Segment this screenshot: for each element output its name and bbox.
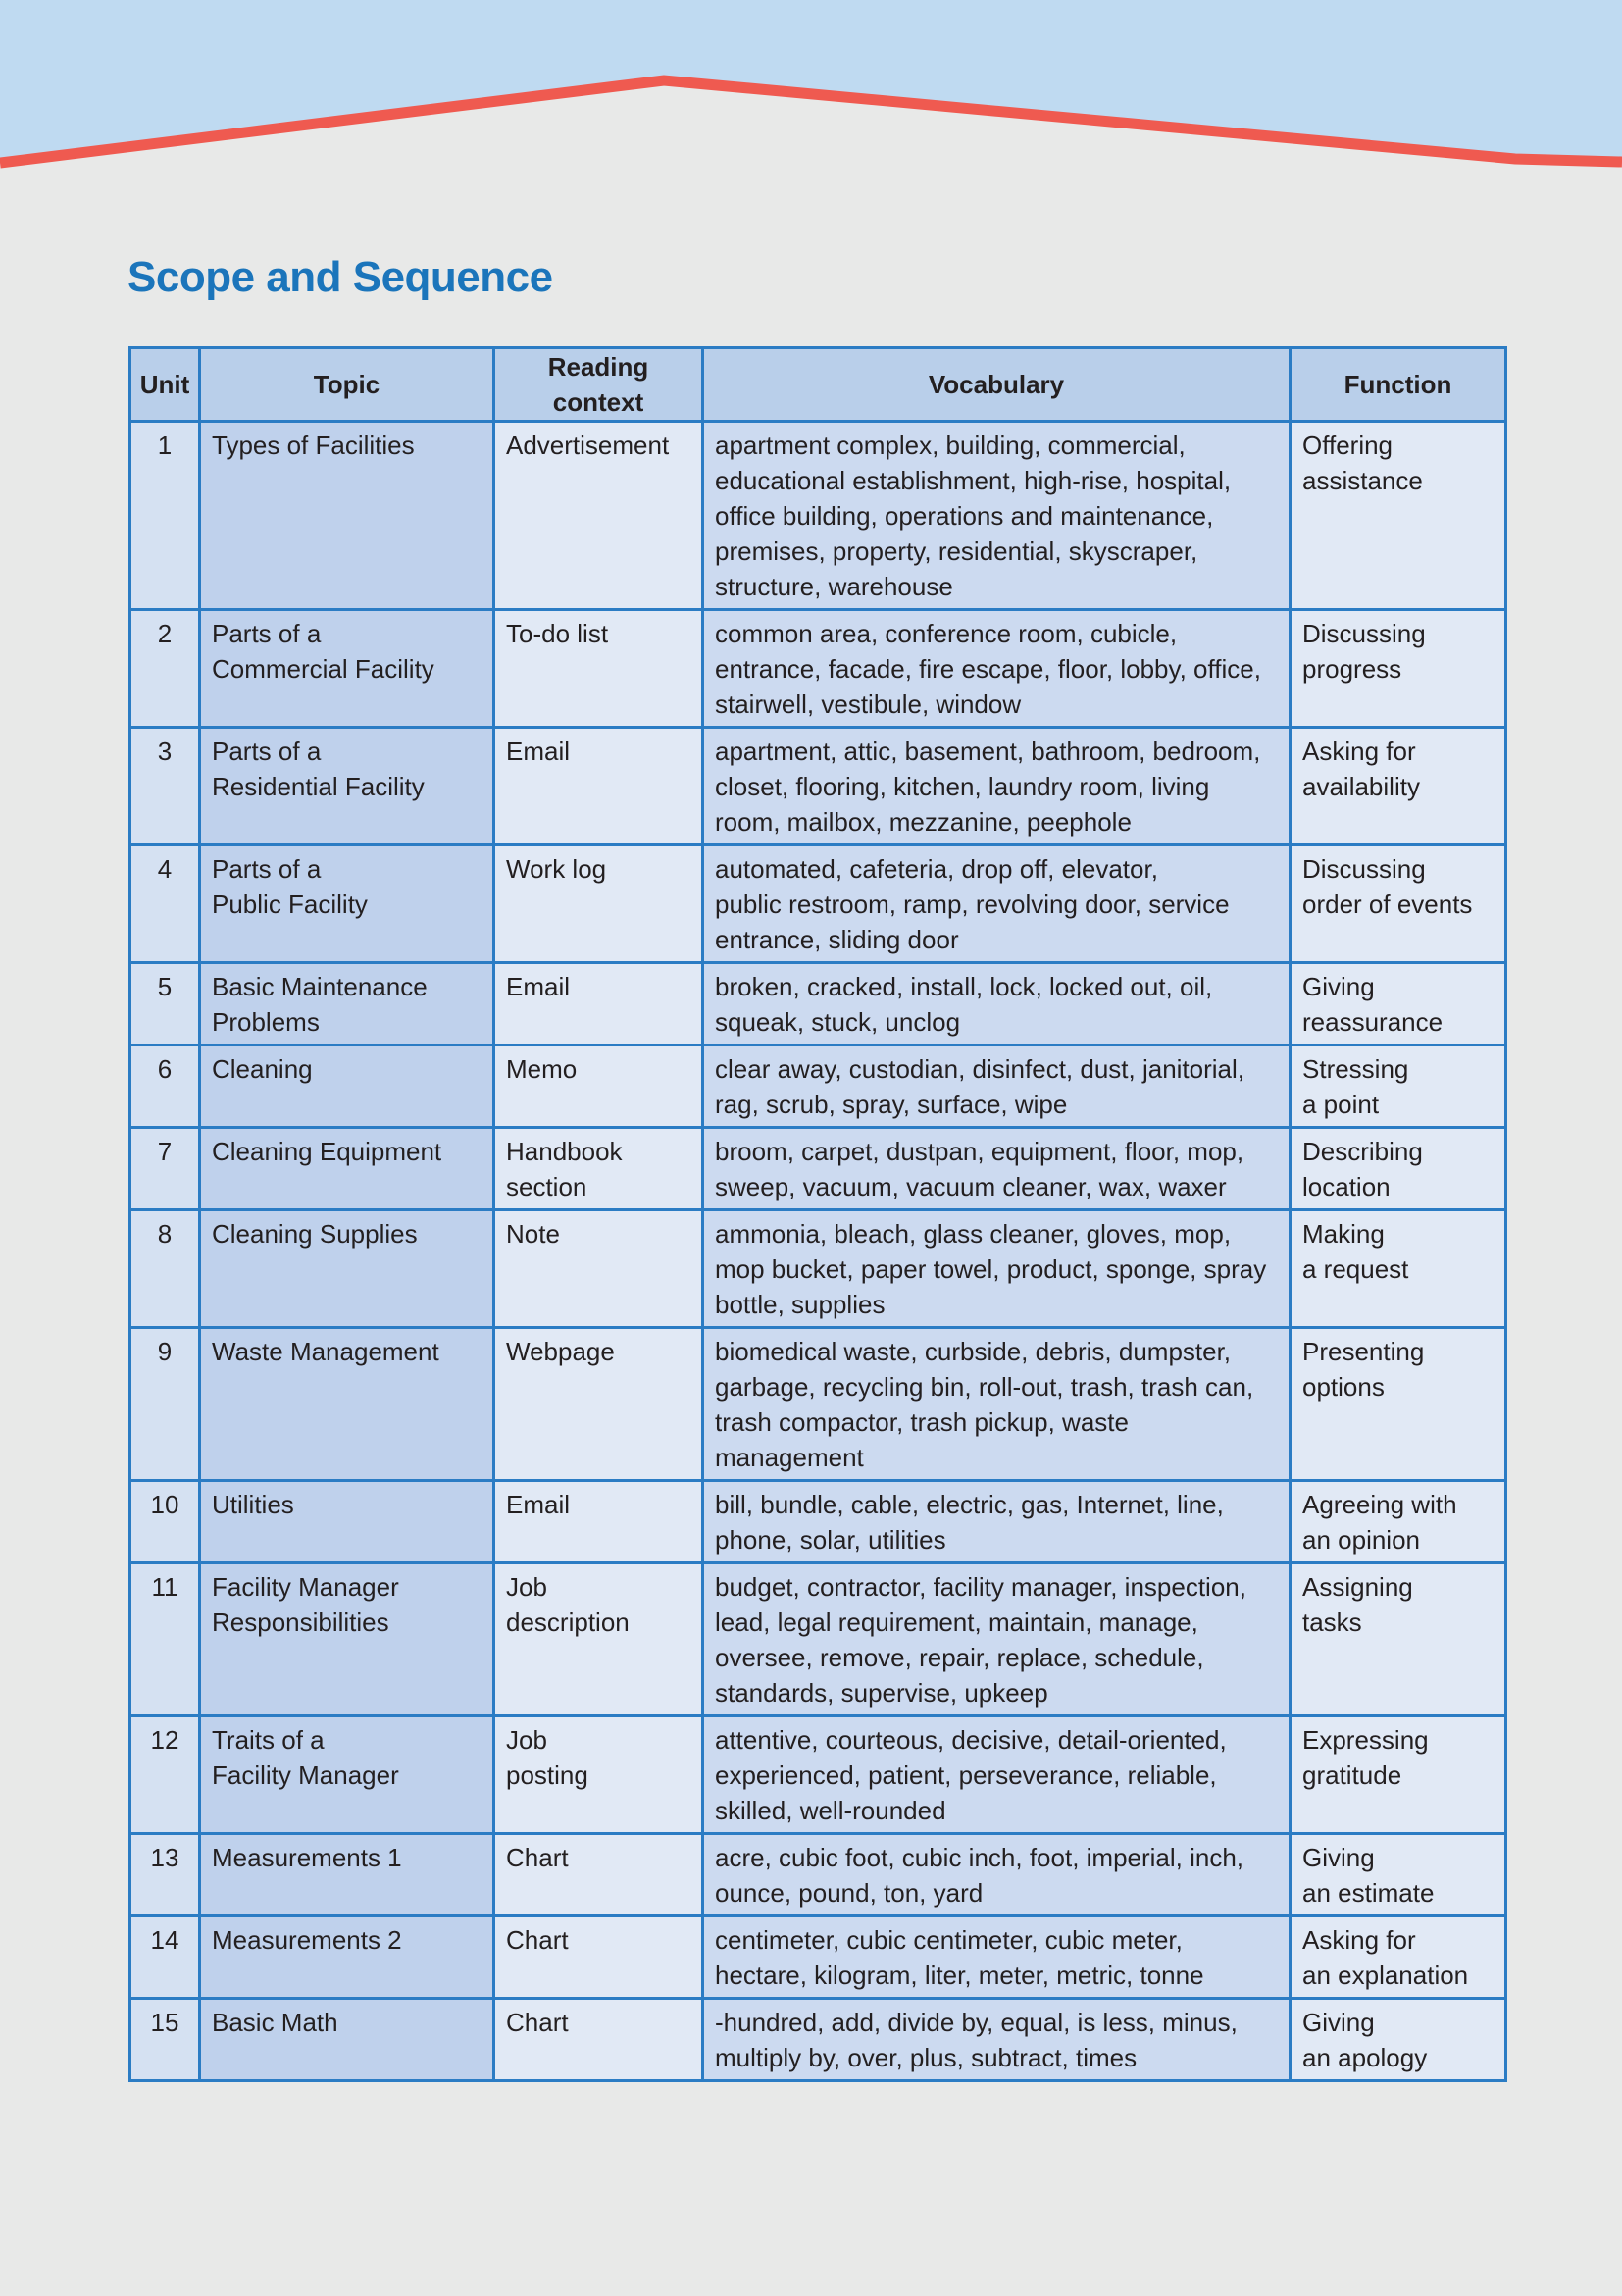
table-row xyxy=(130,1210,1506,1328)
table-row xyxy=(130,1563,1506,1716)
reading-context-cell: Memo xyxy=(494,1046,703,1128)
function-cell: Giving an estimate xyxy=(1291,1834,1506,1916)
table-row xyxy=(130,1834,1506,1916)
table-row xyxy=(130,1481,1506,1563)
unit-number: 8 xyxy=(130,1210,200,1328)
vocabulary-cell: automated, cafeteria, drop off, elevator, public restroom, ramp, revolving door, service entrance, sliding door xyxy=(703,845,1291,963)
table-row xyxy=(130,1999,1506,2081)
unit-number: 3 xyxy=(130,728,200,845)
unit-number: 13 xyxy=(130,1834,200,1916)
unit-number: 6 xyxy=(130,1046,200,1128)
table-row xyxy=(130,1716,1506,1834)
vocabulary-cell: acre, cubic foot, cubic inch, foot, imperial, inch, ounce, pound, ton, yard xyxy=(703,1834,1291,1916)
vocabulary-cell: broken, cracked, install, lock, locked out, oil, squeak, stuck, unclog xyxy=(703,963,1291,1046)
unit-number: 15 xyxy=(130,1999,200,2081)
topic-cell: Traits of a Facility Manager xyxy=(200,1716,494,1834)
vocabulary-cell: centimeter, cubic centimeter, cubic meter, hectare, kilogram, liter, meter, metric, tonne xyxy=(703,1916,1291,1999)
reading-context-cell: Job description xyxy=(494,1563,703,1716)
table-row xyxy=(130,422,1506,610)
function-cell: Assigning tasks xyxy=(1291,1563,1506,1716)
topic-cell: Measurements 2 xyxy=(200,1916,494,1999)
scope-and-sequence-table xyxy=(128,346,1507,2082)
topic-cell: Basic Math xyxy=(200,1999,494,2081)
header-vocabulary: Vocabulary xyxy=(703,348,1291,422)
reading-context-cell: Chart xyxy=(494,1999,703,2081)
topic-cell: Cleaning xyxy=(200,1046,494,1128)
reading-context-cell: Handbook section xyxy=(494,1128,703,1210)
unit-number: 9 xyxy=(130,1328,200,1481)
function-cell: Offering assistance xyxy=(1291,422,1506,610)
vocabulary-cell: attentive, courteous, decisive, detail-oriented, experienced, patient, perseverance, reliable, skilled, well-rounded xyxy=(703,1716,1291,1834)
function-cell: Asking for availability xyxy=(1291,728,1506,845)
vocabulary-cell: bill, bundle, cable, electric, gas, Internet, line, phone, solar, utilities xyxy=(703,1481,1291,1563)
table-row xyxy=(130,1128,1506,1210)
unit-number: 2 xyxy=(130,610,200,728)
table-row xyxy=(130,1046,1506,1128)
table-row xyxy=(130,610,1506,728)
unit-number: 1 xyxy=(130,422,200,610)
function-cell: Making a request xyxy=(1291,1210,1506,1328)
reading-context-cell: Advertisement xyxy=(494,422,703,610)
function-cell: Asking for an explanation xyxy=(1291,1916,1506,1999)
topic-cell: Facility Manager Responsibilities xyxy=(200,1563,494,1716)
function-cell: Agreeing with an opinion xyxy=(1291,1481,1506,1563)
topic-cell: Cleaning Supplies xyxy=(200,1210,494,1328)
vocabulary-cell: budget, contractor, facility manager, inspection, lead, legal requirement, maintain, manage, oversee, remove, repair, replace, schedule, standards, supervise, upkeep xyxy=(703,1563,1291,1716)
reading-context-cell: Job posting xyxy=(494,1716,703,1834)
unit-number: 11 xyxy=(130,1563,200,1716)
topic-cell: Parts of a Public Facility xyxy=(200,845,494,963)
reading-context-cell: Note xyxy=(494,1210,703,1328)
function-cell: Describing location xyxy=(1291,1128,1506,1210)
topic-cell: Parts of a Residential Facility xyxy=(200,728,494,845)
table-row xyxy=(130,1328,1506,1481)
function-cell: Giving reassurance xyxy=(1291,963,1506,1046)
topic-cell: Types of Facilities xyxy=(200,422,494,610)
header-topic: Topic xyxy=(200,348,494,422)
unit-number: 7 xyxy=(130,1128,200,1210)
header-reading-context: Reading context xyxy=(494,348,703,422)
header-function: Function xyxy=(1291,348,1506,422)
reading-context-cell: Email xyxy=(494,963,703,1046)
vocabulary-cell: apartment complex, building, commercial, educational establishment, high-rise, hospital, office building, operations and maintenance, premises, property, residential, skyscraper, structure, warehouse xyxy=(703,422,1291,610)
header-unit: Unit xyxy=(130,348,200,422)
table-row xyxy=(130,1916,1506,1999)
reading-context-cell: Email xyxy=(494,728,703,845)
unit-number: 4 xyxy=(130,845,200,963)
topic-cell: Cleaning Equipment xyxy=(200,1128,494,1210)
unit-number: 14 xyxy=(130,1916,200,1999)
table-row xyxy=(130,963,1506,1046)
vocabulary-cell: -hundred, add, divide by, equal, is less, minus, multiply by, over, plus, subtract, times xyxy=(703,1999,1291,2081)
reading-context-cell: Chart xyxy=(494,1834,703,1916)
vocabulary-cell: common area, conference room, cubicle, entrance, facade, fire escape, floor, lobby, office, stairwell, vestibule, window xyxy=(703,610,1291,728)
function-cell: Stressing a point xyxy=(1291,1046,1506,1128)
topic-cell: Parts of a Commercial Facility xyxy=(200,610,494,728)
reading-context-cell: Email xyxy=(494,1481,703,1563)
unit-number: 12 xyxy=(130,1716,200,1834)
vocabulary-cell: biomedical waste, curbside, debris, dumpster, garbage, recycling bin, roll-out, trash, trash can, trash compactor, trash pickup, waste management xyxy=(703,1328,1291,1481)
roof-header-graphic xyxy=(0,0,1622,177)
function-cell: Presenting options xyxy=(1291,1328,1506,1481)
unit-number: 5 xyxy=(130,963,200,1046)
vocabulary-cell: broom, carpet, dustpan, equipment, floor, mop, sweep, vacuum, vacuum cleaner, wax, waxer xyxy=(703,1128,1291,1210)
table-header-row xyxy=(130,348,1506,422)
topic-cell: Utilities xyxy=(200,1481,494,1563)
vocabulary-cell: clear away, custodian, disinfect, dust, janitorial, rag, scrub, spray, surface, wipe xyxy=(703,1046,1291,1128)
function-cell: Discussing progress xyxy=(1291,610,1506,728)
table-row xyxy=(130,728,1506,845)
topic-cell: Measurements 1 xyxy=(200,1834,494,1916)
page-title: Scope and Sequence xyxy=(127,253,553,301)
function-cell: Giving an apology xyxy=(1291,1999,1506,2081)
function-cell: Discussing order of events xyxy=(1291,845,1506,963)
function-cell: Expressing gratitude xyxy=(1291,1716,1506,1834)
reading-context-cell: To-do list xyxy=(494,610,703,728)
reading-context-cell: Work log xyxy=(494,845,703,963)
topic-cell: Waste Management xyxy=(200,1328,494,1481)
vocabulary-cell: apartment, attic, basement, bathroom, bedroom, closet, flooring, kitchen, laundry room, living room, mailbox, mezzanine, peephole xyxy=(703,728,1291,845)
reading-context-cell: Webpage xyxy=(494,1328,703,1481)
vocabulary-cell: ammonia, bleach, glass cleaner, gloves, mop, mop bucket, paper towel, product, sponge, spray bottle, supplies xyxy=(703,1210,1291,1328)
unit-number: 10 xyxy=(130,1481,200,1563)
table-row xyxy=(130,845,1506,963)
topic-cell: Basic Maintenance Problems xyxy=(200,963,494,1046)
reading-context-cell: Chart xyxy=(494,1916,703,1999)
